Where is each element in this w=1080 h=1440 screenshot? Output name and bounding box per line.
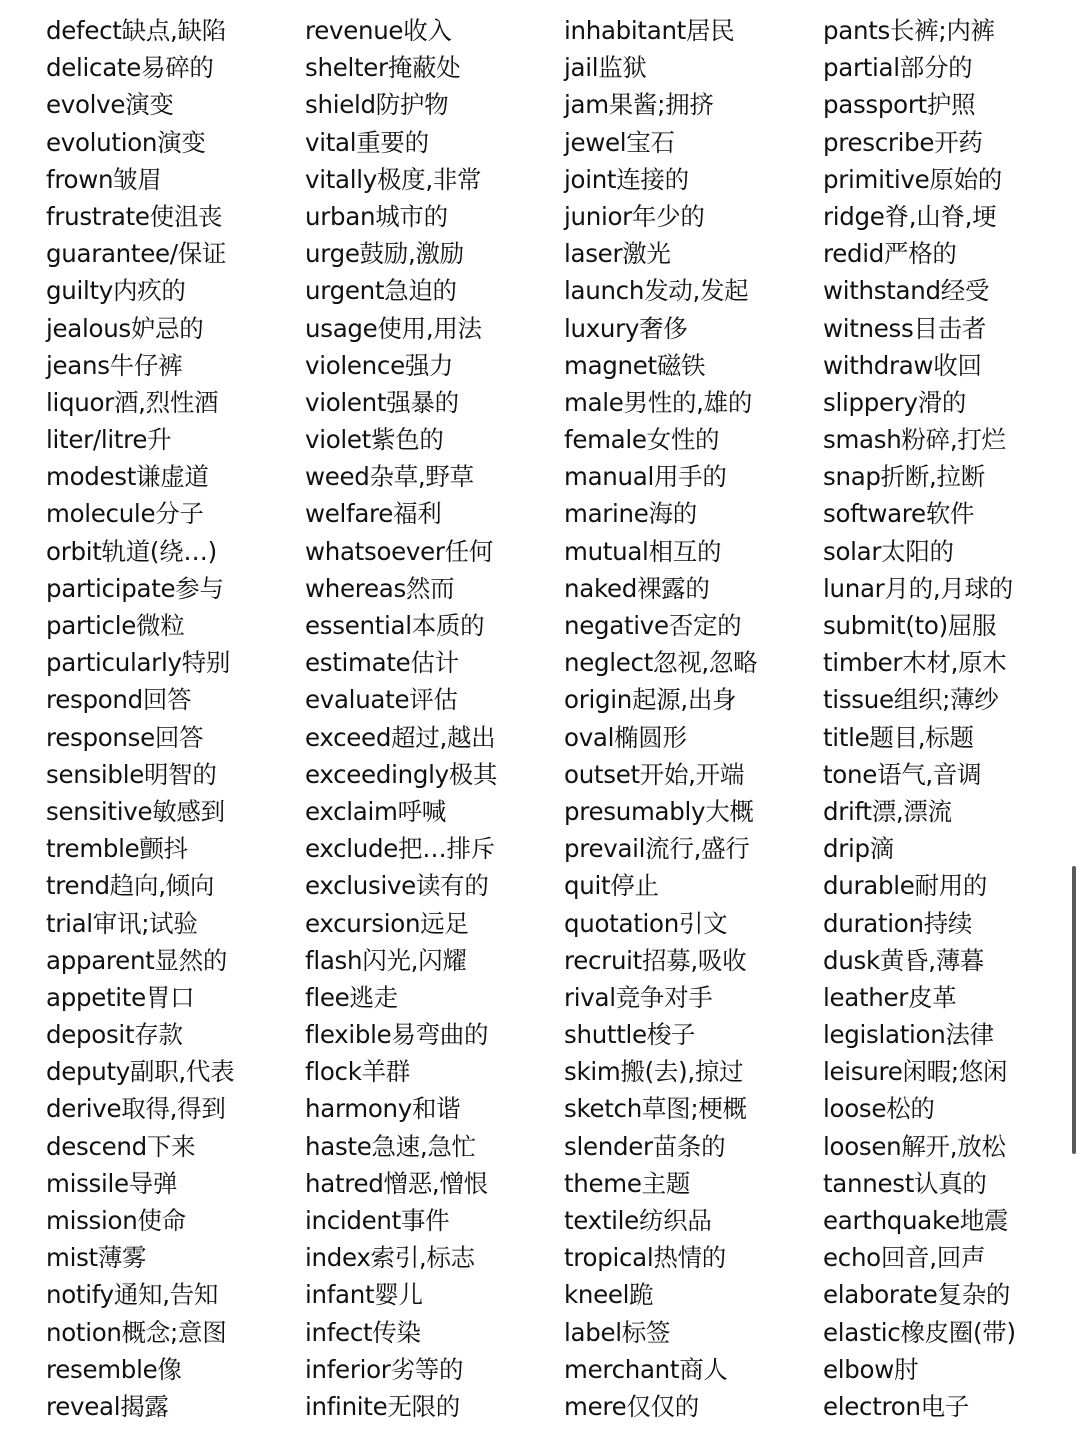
vocab-entry: primitive原始的 (823, 164, 1002, 194)
vocab-entry: luxury奢侈 (564, 313, 688, 343)
vocab-entry: flee逃走 (305, 982, 398, 1012)
vocab-entry: violent强暴的 (305, 387, 459, 417)
vocab-entry: mutual相互的 (564, 536, 722, 566)
vocab-entry: response回答 (46, 722, 204, 752)
vocab-entry: jam果酱;拥挤 (564, 90, 714, 120)
vocab-entry: infinite无限的 (305, 1391, 460, 1421)
vocab-entry: manual用手的 (564, 462, 727, 492)
vocab-entry: jail监狱 (564, 53, 647, 83)
vocab-entry: textile纺织品 (564, 1206, 712, 1235)
vocab-entry: timber木材,原木 (823, 648, 1007, 678)
vocab-entry: redid严格的 (823, 239, 957, 269)
vocab-entry: delicate易碎的 (46, 53, 214, 83)
vocab-entry: participate参与 (46, 573, 224, 603)
vocab-entry: guilty内疚的 (46, 276, 186, 306)
vocab-entry: tone语气,音调 (823, 759, 982, 789)
vocab-entry: neglect忽视,忽略 (564, 648, 758, 678)
vocab-entry: elaborate复杂的 (823, 1280, 1011, 1310)
vocab-entry: mission使命 (46, 1206, 186, 1235)
vocab-entry: deposit存款 (46, 1020, 183, 1050)
vocab-entry: leisure闲暇;悠闲 (823, 1057, 1008, 1087)
vocab-entry: quotation引文 (564, 908, 728, 938)
vocab-entry: infant婴儿 (305, 1280, 423, 1310)
vocab-entry: hatred憎恶,憎恨 (305, 1168, 488, 1198)
vocab-entry: earthquake地震 (823, 1206, 1009, 1235)
vocab-entry: slender苗条的 (564, 1131, 726, 1161)
vocab-entry: exclusive读有的 (305, 871, 489, 901)
vocab-entry: laser激光 (564, 239, 671, 269)
vocab-entry: electron电子 (823, 1391, 970, 1421)
vocab-entry: violence强力 (305, 350, 454, 380)
vocab-entry: witness目击者 (823, 313, 987, 343)
vocab-entry: sketch草图;梗概 (564, 1094, 747, 1124)
vocab-entry: whatsoever任何 (305, 536, 494, 566)
vocab-entry: infect传染 (305, 1317, 421, 1347)
vocab-entry: modest谦虚道 (46, 462, 209, 492)
vocab-entry: respond回答 (46, 685, 192, 715)
vocab-entry: shuttle梭子 (564, 1020, 696, 1050)
vocab-entry: welfare福利 (305, 499, 442, 529)
vocab-entry: urban城市的 (305, 201, 448, 231)
vocab-entry: partial部分的 (823, 53, 973, 83)
vocab-entry: flock羊群 (305, 1057, 410, 1087)
vocabulary-list (0, 12, 1080, 1422)
vocab-entry: ridge脊,山脊,埂 (823, 201, 997, 231)
vocab-entry: shelter掩蔽处 (305, 53, 461, 83)
vocab-entry: label标签 (564, 1317, 671, 1347)
vocab-column-1 (46, 12, 234, 1425)
vocab-entry: drip滴 (823, 834, 894, 864)
vocab-entry: slippery滑的 (823, 387, 967, 417)
vocab-entry: leather皮革 (823, 982, 957, 1012)
vocab-entry: merchant商人 (564, 1354, 728, 1384)
vocab-entry: exclude把…排斥 (305, 834, 495, 864)
vocab-entry: lunar月的,月球的 (823, 573, 1013, 603)
vocab-entry: whereas然而 (305, 573, 455, 603)
vocab-entry: kneel跪 (564, 1280, 654, 1310)
vocab-entry: elbow肘 (823, 1354, 919, 1384)
vocab-entry: particle微粒 (46, 611, 185, 640)
vocab-entry: tannest认真的 (823, 1168, 987, 1198)
vocab-column-2 (305, 12, 497, 1425)
vocab-entry: male男性的,雄的 (564, 387, 753, 417)
vocab-entry: trend趋向,倾向 (46, 871, 215, 901)
vocab-entry: marine海的 (564, 499, 697, 529)
vocab-entry: mist薄雾 (46, 1243, 147, 1273)
vocab-entry: smash粉碎,打烂 (823, 425, 1006, 455)
vocab-entry: elastic橡皮圈(带) (823, 1317, 1016, 1347)
vocab-entry: duration持续 (823, 908, 973, 938)
vocab-entry: exceedingly极其 (305, 759, 498, 789)
vocab-entry: junior年少的 (564, 201, 705, 231)
vocab-column-3 (564, 12, 757, 1425)
vocab-entry: excursion远足 (305, 908, 469, 938)
vocab-column-4 (823, 12, 1016, 1425)
vocab-entry: inhabitant居民 (564, 16, 735, 45)
vocab-entry: origin起源,出身 (564, 685, 737, 715)
vocab-entry: passport护照 (823, 90, 976, 120)
vocab-entry: evolve演变 (46, 90, 174, 120)
vocab-entry: inferior劣等的 (305, 1354, 464, 1384)
vocab-entry: molecule分子 (46, 499, 204, 529)
vocab-entry: title题目,标题 (823, 722, 974, 752)
vocab-entry: particularly特别 (46, 648, 231, 678)
vocab-entry: vital重要的 (305, 127, 429, 157)
vocab-entry: software软件 (823, 499, 975, 529)
vocab-entry: rival竞争对手 (564, 982, 713, 1012)
vocab-entry: missile导弹 (46, 1168, 178, 1198)
vocab-entry: tissue组织;薄纱 (823, 685, 999, 715)
vocab-entry: dusk黄昏,薄暮 (823, 945, 985, 975)
vocab-entry: evaluate评估 (305, 685, 458, 715)
vocab-entry: estimate估计 (305, 648, 459, 678)
vocab-entry: prescribe开药 (823, 127, 983, 157)
vocab-entry: pants长裤;内裤 (823, 16, 995, 45)
vocab-entry: sensible明智的 (46, 759, 217, 789)
vocab-entry: jealous妒忌的 (46, 313, 204, 343)
vocab-entry: violet紫色的 (305, 425, 444, 455)
vocab-entry: jewel宝石 (564, 127, 675, 157)
vocab-entry: snap折断,拉断 (823, 462, 985, 492)
vocab-entry: haste急速,急忙 (305, 1131, 476, 1161)
vocab-entry: flash闪光,闪耀 (305, 945, 467, 975)
vocab-entry: outset开始,开端 (564, 759, 745, 789)
vocab-entry: joint连接的 (564, 164, 689, 194)
vocab-entry: shield防护物 (305, 90, 449, 120)
vocab-entry: usage使用,用法 (305, 313, 482, 343)
vocab-entry: liquor酒,烈性酒 (46, 387, 219, 417)
vocab-entry: orbit轨道(绕…) (46, 536, 217, 566)
vocab-entry: tropical热情的 (564, 1243, 726, 1273)
vocab-entry: magnet磁铁 (564, 350, 706, 380)
vocab-entry: frustrate使沮丧 (46, 201, 223, 231)
vocab-entry: index索引,标志 (305, 1243, 475, 1273)
vocab-entry: urgent急迫的 (305, 276, 457, 306)
vocab-entry: legislation法律 (823, 1020, 994, 1050)
vocab-entry: reveal揭露 (46, 1391, 169, 1421)
vocab-entry: harmony和谐 (305, 1094, 461, 1124)
vocab-entry: revenue收入 (305, 16, 452, 45)
vocab-entry: sensitive敏感到 (46, 796, 225, 826)
vocab-entry: apparent显然的 (46, 945, 228, 975)
vocab-entry: guarantee/保证 (46, 239, 227, 269)
vocab-entry: urge鼓励,激励 (305, 239, 464, 269)
vocab-entry: evolution演变 (46, 127, 206, 157)
vocab-entry: oval椭圆形 (564, 722, 687, 752)
vocab-entry: exclaim呼喊 (305, 796, 446, 826)
vocab-entry: flexible易弯曲的 (305, 1020, 489, 1050)
vocab-entry: durable耐用的 (823, 871, 988, 901)
vocab-entry: prevail流行,盛行 (564, 834, 750, 864)
vocab-entry: essential本质的 (305, 611, 485, 640)
vocab-entry: launch发动,发起 (564, 276, 749, 306)
vocab-entry: appetite胃口 (46, 982, 195, 1012)
vocab-entry: drift漂,漂流 (823, 796, 952, 826)
vocab-entry: deputy副职,代表 (46, 1057, 235, 1087)
vocab-entry: descend下来 (46, 1131, 196, 1161)
vocab-entry: mere仅仅的 (564, 1391, 699, 1421)
vocab-entry: skim搬(去),掠过 (564, 1057, 744, 1087)
vocab-entry: loose松的 (823, 1094, 935, 1124)
vocab-entry: withdraw收回 (823, 350, 982, 380)
vocab-entry: negative否定的 (564, 611, 742, 640)
vocab-entry: frown皱眉 (46, 164, 162, 194)
vocab-entry: exceed超过,越出 (305, 722, 496, 752)
vocab-entry: tremble颤抖 (46, 834, 188, 864)
vocab-entry: defect缺点,缺陷 (46, 16, 226, 45)
vocab-entry: naked裸露的 (564, 573, 710, 603)
vocab-entry: resemble像 (46, 1354, 182, 1384)
vocab-entry: derive取得,得到 (46, 1094, 226, 1124)
vocab-entry: echo回音,回声 (823, 1243, 986, 1273)
vocab-entry: vitally极度,非常 (305, 164, 482, 194)
vocab-entry: theme主题 (564, 1168, 691, 1198)
vocab-entry: notify通知,告知 (46, 1280, 219, 1310)
vocab-entry: notion概念;意图 (46, 1317, 227, 1347)
vocab-entry: presumably大概 (564, 796, 754, 826)
vocab-entry: loosen解开,放松 (823, 1131, 1006, 1161)
scrollbar-thumb[interactable] (1072, 866, 1076, 1154)
vocab-entry: incident事件 (305, 1206, 450, 1235)
vocab-entry: liter/litre升 (46, 425, 172, 455)
vocab-entry: withstand经受 (823, 276, 990, 306)
vocab-entry: submit(to)屈服 (823, 611, 997, 640)
vocab-entry: solar太阳的 (823, 536, 954, 566)
vocab-entry: female女性的 (564, 425, 720, 455)
vocab-entry: jeans牛仔裤 (46, 350, 183, 380)
vocab-entry: recruit招募,吸收 (564, 945, 747, 975)
vocab-entry: trial审讯;试验 (46, 908, 198, 938)
vocab-entry: quit停止 (564, 871, 659, 901)
vocab-entry: weed杂草,野草 (305, 462, 474, 492)
